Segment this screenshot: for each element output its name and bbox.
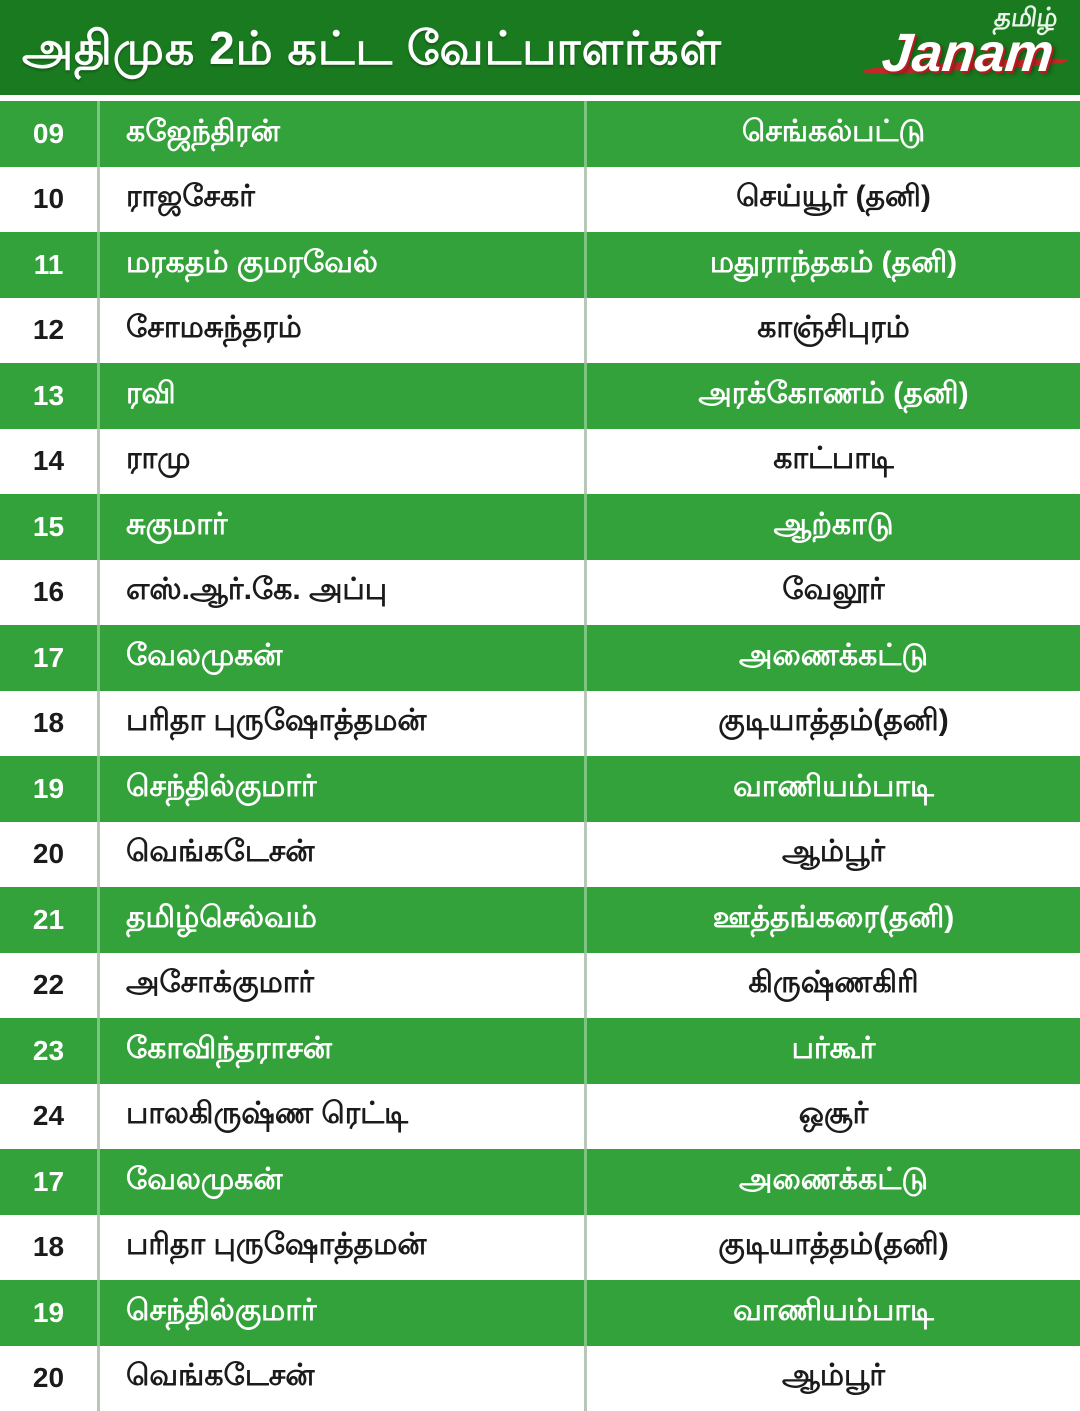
constituency-name: வாணியம்பாடி [587,1280,1080,1346]
constituency-name: குடியாத்தம்(தனி) [587,1215,1080,1281]
candidate-name: வெங்கடேசன் [97,1346,587,1411]
constituency-name: மதுராந்தகம் (தனி) [587,232,1080,298]
table-row [0,953,1080,1019]
table-row [0,887,1080,953]
candidate-number: 20 [0,822,97,888]
candidate-number: 13 [0,363,97,429]
table-row [0,1149,1080,1215]
candidate-number: 18 [0,1215,97,1281]
candidate-name: கோவிந்தராசன் [97,1018,587,1084]
candidate-number: 11 [0,232,97,298]
candidate-number: 14 [0,429,97,495]
table-row [0,560,1080,626]
candidate-name: செந்தில்குமார் [97,756,587,822]
table-row [0,1280,1080,1346]
candidate-number: 21 [0,887,97,953]
candidate-name: சோமசுந்தரம் [97,298,587,364]
constituency-name: அரக்கோணம் (தனி) [587,363,1080,429]
candidate-name: ராமு [97,429,587,495]
table-row [0,625,1080,691]
constituency-name: காட்பாடி [587,429,1080,495]
table-row [0,298,1080,364]
candidate-name: பரிதா புருஷோத்தமன் [97,691,587,757]
constituency-name: அணைக்கட்டு [587,1149,1080,1215]
poster-header [0,0,1080,95]
constituency-name: ஆம்பூர் [587,1346,1080,1411]
candidate-name: கஜேந்திரன் [97,101,587,167]
candidate-number: 17 [0,625,97,691]
candidate-name: பரிதா புருஷோத்தமன் [97,1215,587,1281]
table-row [0,101,1080,167]
candidate-name: பாலகிருஷ்ண ரெட்டி [97,1084,587,1150]
candidate-number: 22 [0,953,97,1019]
table-row [0,1346,1080,1411]
constituency-name: ஊத்தங்கரை(தனி) [587,887,1080,953]
constituency-name: குடியாத்தம்(தனி) [587,691,1080,757]
table-row [0,1084,1080,1150]
candidate-name: செந்தில்குமார் [97,1280,587,1346]
table-row [0,1215,1080,1281]
table-row [0,232,1080,298]
candidate-number: 19 [0,756,97,822]
candidate-number: 24 [0,1084,97,1150]
candidate-name: வேலமுகன் [97,1149,587,1215]
table-row [0,822,1080,888]
candidate-name: மரகதம் குமரவேல் [97,232,587,298]
constituency-name: வேலூர் [587,560,1080,626]
table-row [0,363,1080,429]
candidate-number: 18 [0,691,97,757]
table-row [0,756,1080,822]
table-body [0,101,1080,1411]
constituency-name: ஒசூர் [587,1084,1080,1150]
candidate-name: ராஜசேகர் [97,167,587,233]
constituency-name: காஞ்சிபுரம் [587,298,1080,364]
candidate-name: ரவி [97,363,587,429]
constituency-name: கிருஷ்ணகிரி [587,953,1080,1019]
brand-logo [862,2,1072,94]
constituency-name: ஆம்பூர் [587,822,1080,888]
constituency-name: ஆற்காடு [587,494,1080,560]
candidate-number: 16 [0,560,97,626]
constituency-name: வாணியம்பாடி [587,756,1080,822]
candidate-number: 12 [0,298,97,364]
table-row [0,494,1080,560]
candidate-name: வெங்கடேசன் [97,822,587,888]
brand-name-janam: Janam [865,24,1071,82]
candidates-table [0,95,1080,1350]
page-title: அதிமுக 2ம் கட்ட வேட்பாளர்கள் [0,25,722,71]
candidate-number: 19 [0,1280,97,1346]
candidate-number: 09 [0,101,97,167]
candidate-number: 20 [0,1346,97,1411]
candidate-name: சுகுமார் [97,494,587,560]
candidate-name: தமிழ்செல்வம் [97,887,587,953]
candidate-name: வேலமுகன் [97,625,587,691]
table-row [0,1018,1080,1084]
constituency-name: செய்யூர் (தனி) [587,167,1080,233]
candidate-number: 17 [0,1149,97,1215]
table-row [0,691,1080,757]
table-row [0,167,1080,233]
candidate-number: 23 [0,1018,97,1084]
candidate-number: 10 [0,167,97,233]
constituency-name: அணைக்கட்டு [587,625,1080,691]
constituency-name: பர்கூர் [587,1018,1080,1084]
candidate-name: அசோக்குமார் [97,953,587,1019]
table-row [0,429,1080,495]
constituency-name: செங்கல்பட்டு [587,101,1080,167]
brand-name-tamil: தமிழ் [860,2,1074,32]
candidate-name: எஸ்.ஆர்.கே. அப்பு [97,560,587,626]
candidate-number: 15 [0,494,97,560]
